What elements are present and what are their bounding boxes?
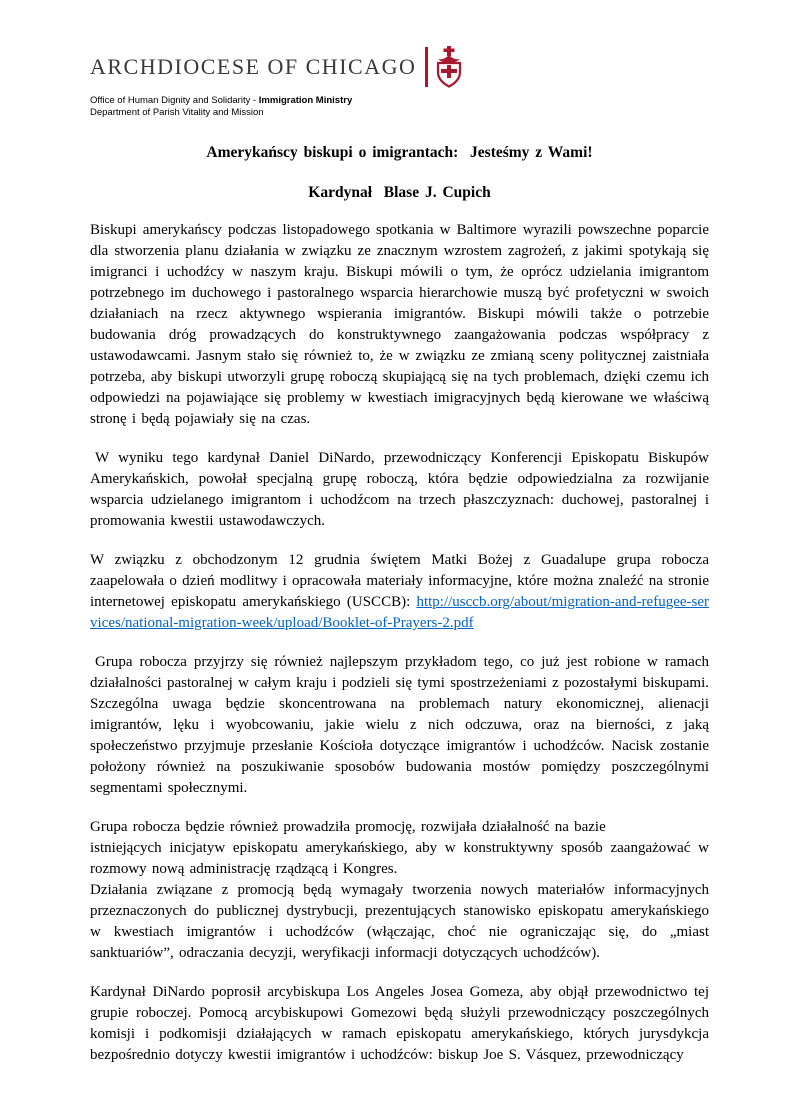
- author-line: Kardynał Blase J. Cupich: [308, 183, 491, 201]
- document-title: Amerykańscy biskupi o imigrantach: Jesteśmy z Wami!: [206, 143, 593, 161]
- paragraph-3-text: W związku z obchodzonym 12 grudnia świętem Matki Bożej z Guadalupe grupa robocza zaapelowała o dzień modlitwy i opracowała materiały informacyjne, które można znaleźć na stronie internetowej episkopatu amerykańskiego (USCCB):: [90, 551, 709, 610]
- office-line-prefix: Office of Human Dignity and Solidarity -: [90, 95, 259, 106]
- office-line-ministry: Immigration Ministry: [258, 95, 353, 106]
- paragraph-2: W wyniku tego kardynał Daniel DiNardo, przewodniczący Konferencji Episkopatu Biskupów Amerykańskich, powołał specjalną grupę roboczą, która będzie odpowiedzialna za rozwijanie wsparcia udzielanego imigrantom i uchodźcom na trzech płaszczyznach: duchowej, pastoralnej i promowania kwestii ustawodawczych.: [90, 449, 709, 529]
- document-body: [90, 144, 709, 1066]
- paragraph-4: Grupa robocza przyjrzy się również najlepszym przykładom tego, co już jest robione w ramach działalności pastoralnej w całym kraju i podzieli się tymi spostrzeżeniami z pozostałymi biskupami. Szczególna uwaga będzie skoncentrowana na problemach natury ekonomicznej, alienacji imigrantów, lęku i wyobcowaniu, jakie wielu z nich odczuwa, oraz na bierności, z jaką społeczeństwo przyjmuje przesłanie Kościoła dotyczące imigrantów i uchodźców. Nacisk zostanie położony również na poszukiwanie sposobów budowania mostów pomiędzy poszczególnymi segmentami społecznymi.: [90, 653, 709, 796]
- paragraph-6: Kardynał DiNardo poprosił arcybiskupa Los Angeles Josea Gomeza, aby objął przewodnictwo tej grupie roboczej. Pomocą arcybiskupowi Gomezowi będą służyli przewodniczący poszczególnych komisji i podkomisji działających w ramach episkopatu amerykańskiego, których jurysdykcja bezpośrednio dotyczy kwestii imigrantów i uchodźców: biskup Joe S. Vásquez, przewodniczący: [90, 983, 709, 1063]
- crest-divider: [425, 47, 428, 87]
- office-line: [90, 95, 709, 107]
- paragraph-3: [90, 550, 709, 634]
- brand-row: [90, 46, 709, 88]
- paragraph-5-line-1: Grupa robocza będzie również prowadziła promocję, rozwijała działalność na bazie: [90, 818, 606, 835]
- paragraph-5-line-3: Działania związane z promocją będą wymagały tworzenia nowych materiałów informacyjnych przeznaczonych do publicznej dystrybucji, prezentujących stanowisko episkopatu amerykańskiego w kwestiach imigrantów i uchodźców (włączając, choć nie ograniczając się, do „miast sanktuariów”, odraczania decyzji, weryfikacji informacji dotyczących uchodźców).: [90, 881, 709, 961]
- paragraph-5-line-2: istniejących inicjatyw episkopatu amerykańskiego, aby w konstruktywny sposób zaangażować w rozmowy nową administrację rządzącą i Kongres.: [90, 839, 709, 877]
- department-line: Department of Parish Vitality and Mission: [90, 107, 264, 119]
- paragraph-1: Biskupi amerykańscy podczas listopadowego spotkania w Baltimore wyrazili powszechne poparcie dla stworzenia planu działania w związku ze znacznym wzrostem zagrożeń, z jakimi spotykają się imigranci i uchodźcy w naszym kraju. Biskupi mówili o tym, że oprócz udzielania imigrantom potrzebnego im duchowego i pastoralnego wsparcia hierarchowie muszą być profetyczni w swoich działaniach na rzecz aktywnego wspierania imigrantów. Biskupi mówili także o potrzebie budowania dróg prowadzących do konstruktywnego zaangażowania podczas współpracy z ustawodawcami. Jasnym stało się również to, że w związku ze zmianą sceny politycznej zaistniała potrzeba, aby biskupi utworzyli grupę roboczą skupiającą się na tych problemach, dzięki czemu ich odpowiedzi na pojawiające się problemy w kwestiach imigracyjnych będą kierowane we właściwą stronę i będą pojawiały się na czas.: [90, 221, 709, 427]
- usccb-prayers-link[interactable]: http://usccb.org/about/migration-and-refugee-services/national-migration-week/upload/Booklet-of-Prayers-2.pdf: [90, 593, 709, 631]
- paragraph-5: [90, 817, 709, 964]
- archdiocese-crest-icon: [434, 46, 464, 88]
- org-name: ARCHDIOCESE OF CHICAGO: [90, 54, 417, 79]
- letterhead: [90, 46, 709, 120]
